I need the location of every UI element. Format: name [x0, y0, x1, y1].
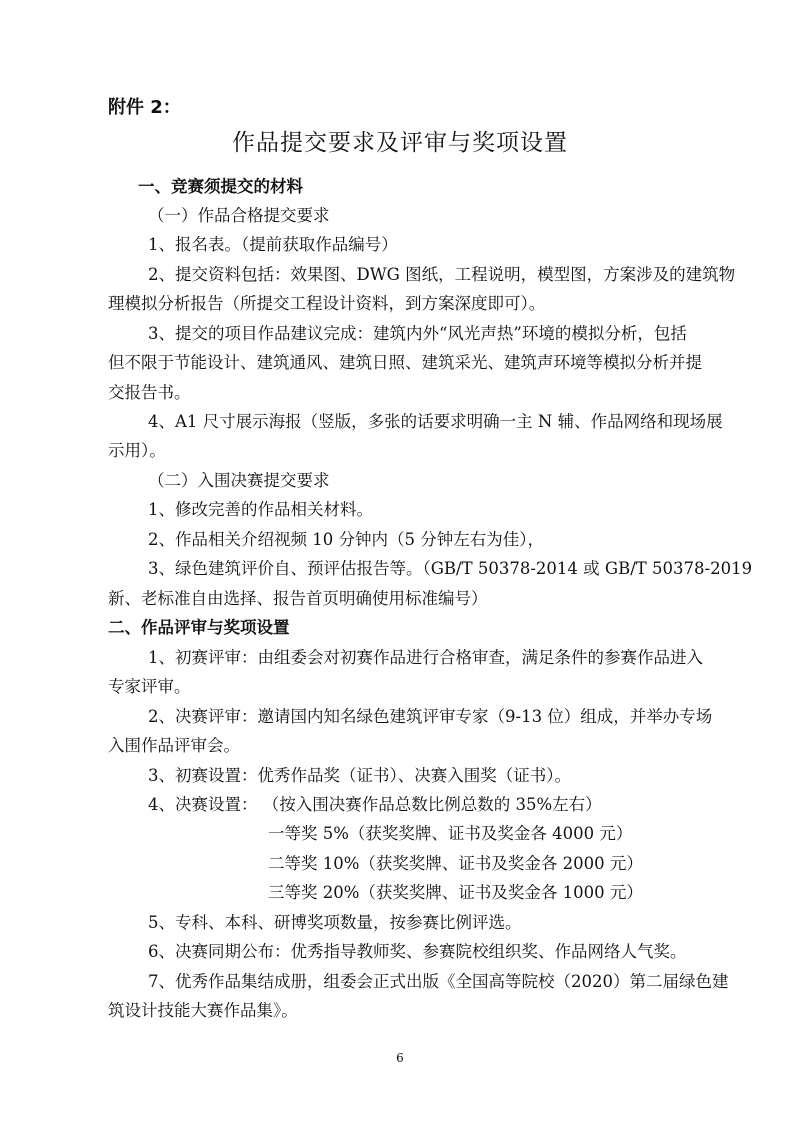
sec2-item5: 5、专科、本科、研博奖项数量，按参赛比例评选。	[148, 913, 522, 932]
s1-item1: 1、报名表。（提前获取作品编号）	[148, 235, 398, 254]
prize-first: 一等奖 5%（获奖奖牌、证书及奖金各 4000 元）	[268, 824, 633, 843]
s2-item3-line2: 新、老标准自由选择、报告首页明确使用标准编号）	[108, 589, 488, 608]
s2-item2: 2、作品相关介绍视频 10 分钟内（5 分钟左右为佳），	[148, 530, 544, 549]
s1-item2-line2: 理模拟分析报告（所提交工程设计资料，到方案深度即可）。	[108, 294, 546, 313]
subsection2-heading: （二）入围决赛提交要求	[148, 471, 330, 490]
sec2-item7-line1: 7、优秀作品集结成册，组委会正式出版《全国高等院校（2020）第二届绿色建	[148, 972, 729, 991]
s1-item3-line2: 但不限于节能设计、建筑通风、建筑日照、建筑采光、建筑声环境等模拟分析并提	[108, 353, 702, 372]
sec2-item2-line1: 2、决赛评审：邀请国内知名绿色建筑评审专家（9-13 位）组成，并举办专场	[148, 707, 713, 726]
s1-item3-line3: 交报告书。	[108, 383, 191, 402]
sec2-item7-line2: 筑设计技能大赛作品集》。	[108, 1001, 298, 1020]
sec2-item1-line2: 专家评审。	[108, 677, 191, 696]
prize-third: 三等奖 20%（获奖奖牌、证书及奖金各 1000 元）	[268, 883, 643, 902]
section2-heading: 二、作品评审与奖项设置	[108, 618, 290, 637]
page-title: 作品提交要求及评审与奖项设置	[232, 130, 568, 156]
section1-heading: 一、竞赛须提交的材料	[138, 177, 303, 196]
subsection1-heading: （一）作品合格提交要求	[148, 206, 330, 225]
s1-item3-line1: 3、提交的项目作品建议完成：建筑内外“风光声热”环境的模拟分析，包括	[148, 324, 687, 343]
sec2-item4: 4、决赛设置： （按入围决赛作品总数比例总数的 35%左右）	[148, 795, 602, 814]
sec2-item6: 6、决赛同期公布：优秀指导教师奖、参赛院校组织奖、作品网络人气奖。	[148, 942, 687, 961]
sec2-item1-line1: 1、初赛评审：由组委会对初赛作品进行合格审查，满足条件的参赛作品进入	[148, 648, 703, 667]
prize-second: 二等奖 10%（获奖奖牌、证书及奖金各 2000 元）	[268, 854, 643, 873]
s2-item1: 1、修改完善的作品相关材料。	[148, 500, 373, 519]
s2-item3-line1: 3、绿色建筑评价自、预评估报告等。（GB/T 50378-2014 或 GB/T 50378-2019	[148, 559, 753, 578]
sec2-item3: 3、初赛设置：优秀作品奖（证书）、决赛入围奖（证书）。	[148, 766, 571, 785]
s1-item4-line1: 4、A1 尺寸展示海报（竖版，多张的话要求明确一主 N 辅、作品网络和现场展	[148, 412, 723, 431]
s1-item2-line1: 2、提交资料包括：效果图、DWG 图纸，工程说明，模型图，方案涉及的建筑物	[148, 265, 736, 284]
s1-item4-line2: 示用）。	[108, 441, 166, 460]
sec2-item2-line2: 入围作品评审会。	[108, 736, 240, 755]
attachment-label: 附件 2：	[108, 97, 181, 118]
page-number: 6	[396, 1051, 404, 1065]
